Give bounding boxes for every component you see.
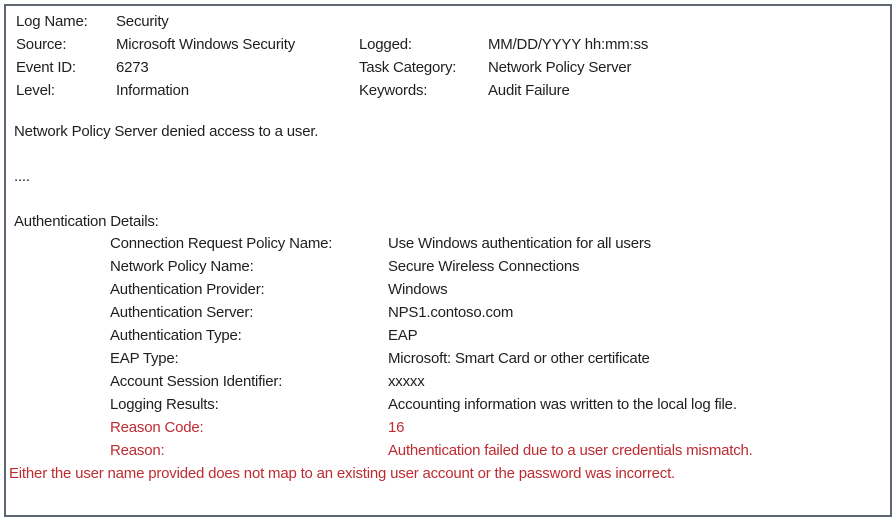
detail-row-authentication-provider	[110, 278, 888, 301]
header-value: Microsoft Windows Security	[116, 36, 296, 53]
event-log-panel	[4, 4, 892, 517]
detail-value: Authentication failed due to a user credentials mismatch.	[388, 442, 753, 459]
detail-row-authentication-type	[110, 324, 888, 347]
detail-value: Use Windows authentication for all users	[388, 235, 651, 252]
detail-value: Secure Wireless Connections	[388, 258, 580, 275]
header-value-right: Audit Failure	[488, 82, 570, 99]
detail-value: EAP	[388, 327, 418, 344]
detail-label: Authentication Type:	[110, 327, 242, 344]
header-value: Information	[116, 82, 189, 99]
header-value-right: Network Policy Server	[488, 59, 632, 76]
header-row-level	[16, 79, 884, 102]
detail-label: EAP Type:	[110, 350, 179, 367]
truncation-ellipsis: ....	[14, 168, 30, 185]
header-row-log-name	[16, 10, 884, 33]
header-label: Event ID:	[16, 59, 76, 76]
detail-row-authentication-server	[110, 301, 888, 324]
detail-row-logging-results	[110, 393, 888, 416]
header-label: Level:	[16, 82, 55, 99]
detail-label: Authentication Provider:	[110, 281, 265, 298]
detail-row-eap-type	[110, 347, 888, 370]
detail-row-reason	[110, 439, 888, 462]
header-label-right	[359, 10, 488, 33]
header-value-right	[488, 10, 884, 33]
detail-label: Account Session Identifier:	[110, 373, 283, 390]
detail-value: 16	[388, 419, 405, 436]
detail-row-reason-code	[110, 416, 888, 439]
reason-explanation-note: Either the user name provided does not map to an existing user account or the password was incorrect.	[9, 465, 675, 482]
header-value: 6273	[116, 59, 149, 76]
event-description: Network Policy Server denied access to a user.	[14, 123, 319, 140]
detail-row-connection-request-policy	[110, 232, 888, 255]
detail-label: Connection Request Policy Name:	[110, 235, 333, 252]
detail-value: Windows	[388, 281, 448, 298]
detail-value: Accounting information was written to the local log file.	[388, 396, 737, 413]
detail-label: Reason Code:	[110, 419, 204, 436]
detail-row-account-session-identifier	[110, 370, 888, 393]
header-label-right: Logged:	[359, 36, 412, 53]
header-label-right: Keywords:	[359, 82, 428, 99]
detail-label: Logging Results:	[110, 396, 219, 413]
authentication-details-list	[110, 232, 888, 462]
header-label: Source:	[16, 36, 67, 53]
event-header	[16, 10, 884, 102]
detail-value: NPS1.contoso.com	[388, 304, 514, 321]
authentication-details-heading: Authentication Details:	[14, 213, 159, 230]
detail-value: xxxxx	[388, 373, 425, 390]
header-value-right: MM/DD/YYYY hh:mm:ss	[488, 36, 649, 53]
header-label: Log Name:	[16, 13, 88, 30]
detail-value: Microsoft: Smart Card or other certificate	[388, 350, 650, 367]
detail-row-network-policy-name	[110, 255, 888, 278]
detail-label: Network Policy Name:	[110, 258, 254, 275]
header-label-right: Task Category:	[359, 59, 457, 76]
header-value: Security	[116, 13, 169, 30]
detail-label: Authentication Server:	[110, 304, 254, 321]
header-row-source	[16, 33, 884, 56]
header-row-event-id	[16, 56, 884, 79]
detail-label: Reason:	[110, 442, 165, 459]
